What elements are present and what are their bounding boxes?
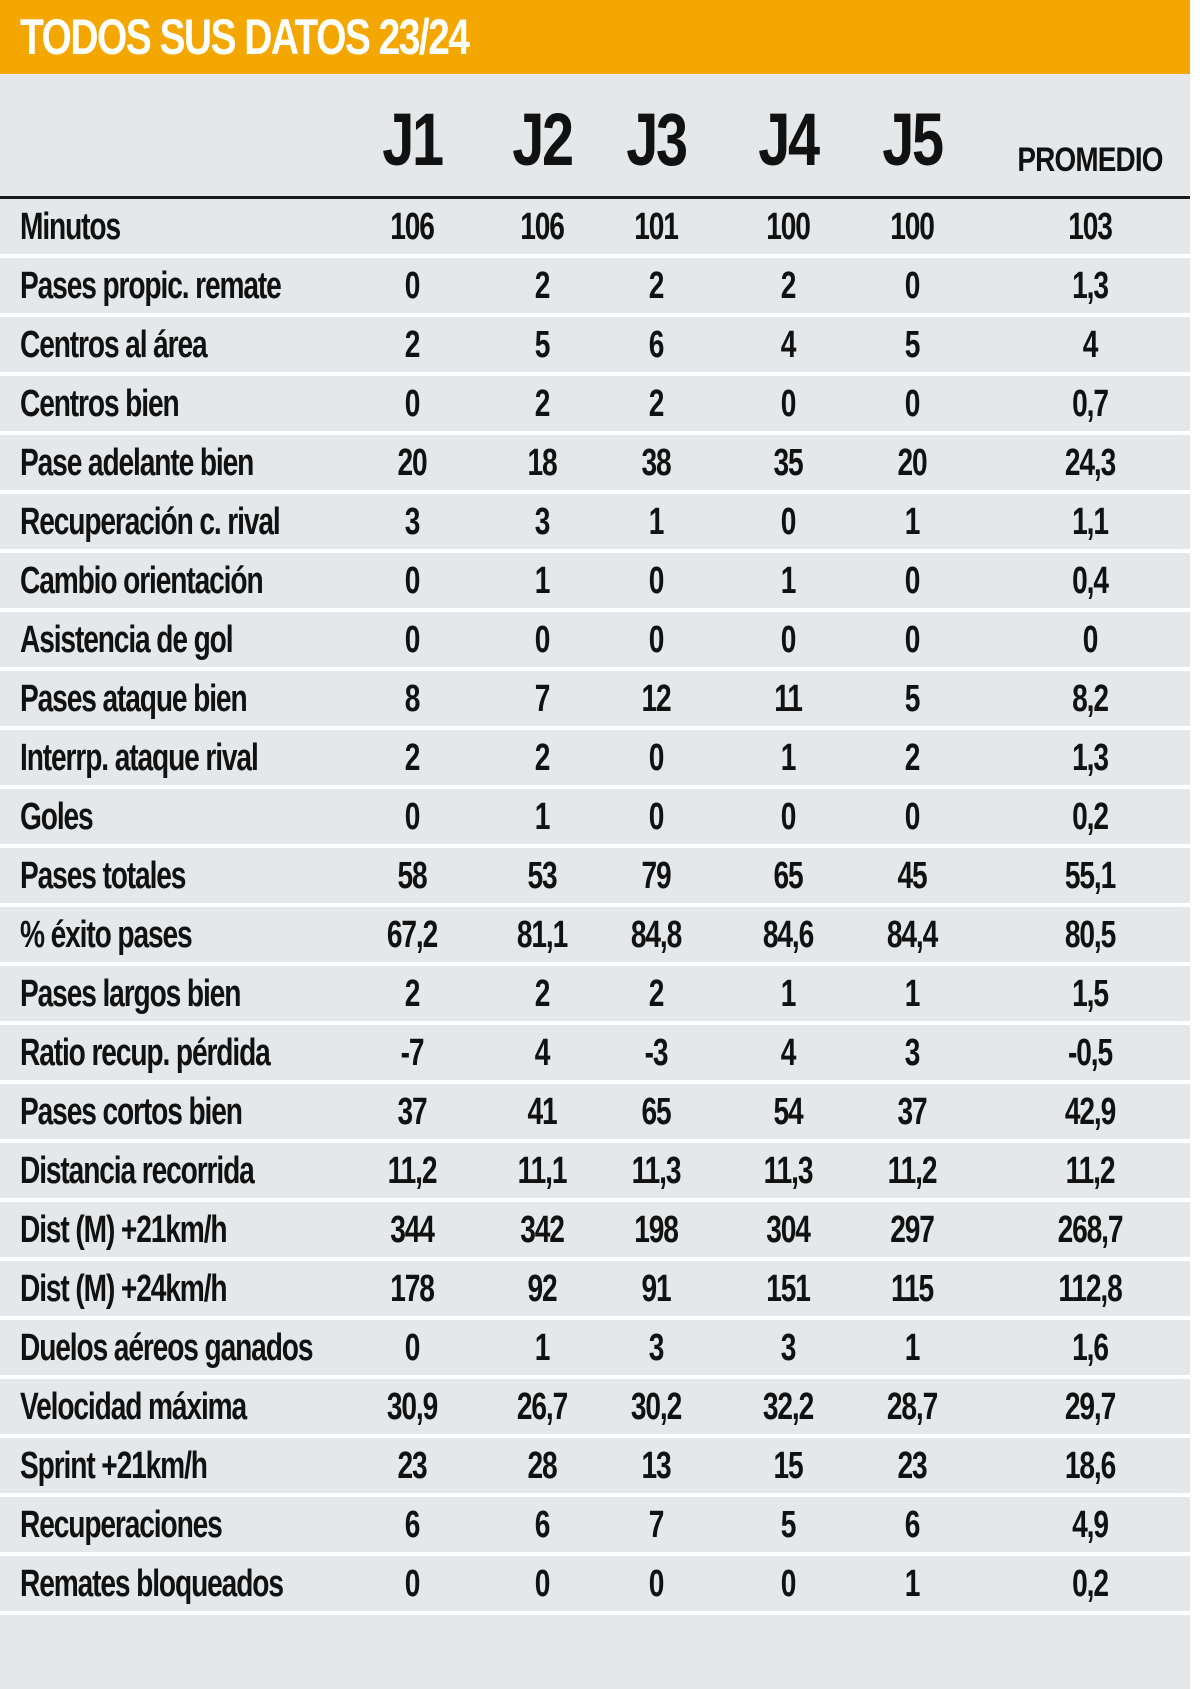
cell-promedio: 24,3 (1064, 442, 1116, 484)
cell-j3: 0 (648, 560, 664, 602)
cell-promedio: 0 (1082, 619, 1098, 661)
cell-j3: 0 (648, 796, 664, 838)
cell-j4: 1 (780, 560, 796, 602)
cell-j5: 297 (890, 1209, 934, 1251)
table-row (0, 612, 1190, 671)
table-row (0, 1202, 1190, 1261)
cell-j2: 18 (527, 442, 557, 484)
cell-j3: 7 (648, 1504, 664, 1546)
row-label: Recuperación c. rival (20, 501, 280, 543)
cell-j5: 5 (904, 678, 920, 720)
cell-promedio: 1,3 (1072, 265, 1108, 307)
stats-table (0, 78, 1190, 1675)
cell-j4: 0 (780, 1563, 796, 1605)
cell-promedio: 112,8 (1058, 1268, 1122, 1310)
cell-j4: 32,2 (762, 1386, 814, 1428)
cell-j5: 0 (904, 619, 920, 661)
cell-j5: 0 (904, 383, 920, 425)
cell-promedio: 0,4 (1072, 560, 1108, 602)
cell-j2: 4 (534, 1032, 550, 1074)
table-row (0, 258, 1190, 317)
table-row (0, 1497, 1190, 1556)
cell-j2: 1 (534, 1327, 550, 1369)
cell-j4: 0 (780, 619, 796, 661)
table-row (0, 730, 1190, 789)
column-header-j1: J1 (382, 98, 442, 181)
cell-j3: 38 (641, 442, 671, 484)
row-label: Remates bloqueados (20, 1563, 283, 1605)
table-row (0, 435, 1190, 494)
cell-j3: 79 (641, 855, 671, 897)
cell-j1: 0 (404, 619, 420, 661)
cell-j1: 30,9 (386, 1386, 438, 1428)
right-margin (1190, 0, 1200, 1689)
cell-j2: 7 (534, 678, 550, 720)
row-label: Pase adelante bien (20, 442, 254, 484)
table-row (0, 494, 1190, 553)
cell-j5: 115 (890, 1268, 934, 1310)
column-header-j3: J3 (626, 98, 686, 181)
cell-j3: 11,3 (631, 1150, 681, 1192)
cell-promedio: 4 (1082, 324, 1098, 366)
cell-j1: 0 (404, 796, 420, 838)
cell-j2: 2 (534, 973, 550, 1015)
column-header-j4: J4 (758, 98, 818, 181)
cell-j2: 2 (534, 265, 550, 307)
cell-j4: 2 (780, 265, 796, 307)
table-row (0, 1084, 1190, 1143)
cell-promedio: 29,7 (1064, 1386, 1116, 1428)
row-label: Ratio recup. pérdida (20, 1032, 270, 1074)
table-row (0, 376, 1190, 435)
cell-j2: 26,7 (516, 1386, 568, 1428)
table-row (0, 789, 1190, 848)
cell-j2: 6 (534, 1504, 550, 1546)
cell-j4: 304 (766, 1209, 810, 1251)
cell-j4: 11 (774, 678, 802, 720)
cell-j2: 2 (534, 737, 550, 779)
cell-promedio: 1,3 (1072, 737, 1108, 779)
row-label: Cambio orientación (20, 560, 263, 602)
title-bar (0, 0, 1190, 74)
row-label: Velocidad máxima (20, 1386, 247, 1428)
cell-j1: 58 (397, 855, 427, 897)
cell-j2: 92 (527, 1268, 557, 1310)
row-label: Pases ataque bien (20, 678, 247, 720)
cell-j5: 84,4 (886, 914, 938, 956)
row-label: Sprint +21km/h (20, 1445, 207, 1487)
cell-promedio: 0,7 (1072, 383, 1108, 425)
cell-j3: 101 (634, 206, 678, 248)
cell-j5: 45 (897, 855, 927, 897)
cell-promedio: 103 (1068, 206, 1112, 248)
cell-j1: 2 (404, 973, 420, 1015)
cell-j4: 1 (780, 973, 796, 1015)
cell-j1: 0 (404, 265, 420, 307)
cell-j3: 2 (648, 383, 664, 425)
row-label: Centros al área (20, 324, 207, 366)
column-header-j2: J2 (512, 98, 572, 181)
cell-j5: 11,2 (887, 1150, 937, 1192)
cell-j4: 4 (780, 324, 796, 366)
cell-j2: 81,1 (516, 914, 568, 956)
cell-j4: 1 (780, 737, 796, 779)
cell-j2: 11,1 (517, 1150, 567, 1192)
cell-j3: 30,2 (630, 1386, 682, 1428)
cell-j4: 65 (773, 855, 803, 897)
cell-j1: 0 (404, 560, 420, 602)
cell-j1: 3 (404, 501, 420, 543)
table-row (0, 553, 1190, 612)
cell-j1: 0 (404, 383, 420, 425)
cell-j4: 11,3 (763, 1150, 813, 1192)
cell-j4: 54 (773, 1091, 803, 1133)
cell-promedio: 0,2 (1072, 1563, 1108, 1605)
cell-j3: 12 (641, 678, 671, 720)
cell-j2: 28 (527, 1445, 557, 1487)
cell-j4: 5 (780, 1504, 796, 1546)
cell-promedio: 1,5 (1072, 973, 1108, 1015)
cell-j1: 67,2 (386, 914, 438, 956)
cell-promedio: 80,5 (1064, 914, 1116, 956)
cell-j1: 37 (397, 1091, 427, 1133)
cell-j3: 91 (641, 1268, 671, 1310)
table-row (0, 317, 1190, 376)
row-label: % éxito pases (20, 914, 192, 956)
cell-j5: 2 (904, 737, 920, 779)
cell-j1: -7 (400, 1032, 424, 1074)
cell-j4: 0 (780, 501, 796, 543)
cell-j5: 37 (897, 1091, 927, 1133)
cell-promedio: 11,2 (1065, 1150, 1115, 1192)
cell-j1: 2 (404, 737, 420, 779)
cell-j1: 6 (404, 1504, 420, 1546)
table-footer (0, 1615, 1190, 1675)
table-row (0, 907, 1190, 966)
cell-j3: 0 (648, 737, 664, 779)
row-label: Pases propic. remate (20, 265, 281, 307)
row-label: Centros bien (20, 383, 179, 425)
cell-j1: 2 (404, 324, 420, 366)
cell-promedio: 268,7 (1057, 1209, 1123, 1251)
cell-j5: 1 (904, 1327, 920, 1369)
cell-j2: 342 (520, 1209, 564, 1251)
page-title: TODOS SUS DATOS 23/24 (20, 9, 469, 65)
cell-j4: 35 (773, 442, 803, 484)
cell-j3: 84,8 (630, 914, 682, 956)
row-label: Recuperaciones (20, 1504, 222, 1546)
cell-j4: 84,6 (762, 914, 814, 956)
cell-j3: 0 (648, 1563, 664, 1605)
cell-promedio: 55,1 (1064, 855, 1116, 897)
row-label: Distancia recorrida (20, 1150, 254, 1192)
cell-j1: 20 (397, 442, 427, 484)
cell-j5: 6 (904, 1504, 920, 1546)
row-label: Duelos aéreos ganados (20, 1327, 313, 1369)
cell-j2: 1 (534, 560, 550, 602)
cell-j2: 41 (527, 1091, 557, 1133)
cell-promedio: 18,6 (1064, 1445, 1116, 1487)
cell-j3: 1 (648, 501, 664, 543)
cell-j5: 100 (890, 206, 934, 248)
row-label: Interrp. ataque rival (20, 737, 258, 779)
row-label: Dist (M) +21km/h (20, 1209, 227, 1251)
cell-j2: 2 (534, 383, 550, 425)
cell-j5: 0 (904, 796, 920, 838)
cell-j5: 1 (904, 1563, 920, 1605)
cell-j5: 0 (904, 265, 920, 307)
cell-j5: 0 (904, 560, 920, 602)
cell-j1: 178 (390, 1268, 434, 1310)
cell-j4: 0 (780, 796, 796, 838)
row-label: Pases largos bien (20, 973, 241, 1015)
table-row (0, 199, 1190, 258)
row-label: Dist (M) +24km/h (20, 1268, 227, 1310)
cell-j1: 0 (404, 1327, 420, 1369)
cell-j1: 8 (404, 678, 420, 720)
cell-j3: 2 (648, 973, 664, 1015)
cell-j2: 3 (534, 501, 550, 543)
cell-j4: 4 (780, 1032, 796, 1074)
row-label: Asistencia de gol (20, 619, 233, 661)
table-row (0, 1379, 1190, 1438)
table-row (0, 671, 1190, 730)
row-label: Minutos (20, 206, 121, 248)
cell-j5: 1 (904, 973, 920, 1015)
column-header-row (0, 78, 1190, 196)
table-row (0, 1320, 1190, 1379)
cell-j2: 106 (520, 206, 564, 248)
cell-j1: 344 (390, 1209, 434, 1251)
cell-j5: 3 (904, 1032, 920, 1074)
cell-j1: 11,2 (387, 1150, 437, 1192)
cell-j1: 23 (397, 1445, 427, 1487)
cell-j4: 3 (780, 1327, 796, 1369)
row-label: Pases cortos bien (20, 1091, 242, 1133)
cell-j3: 13 (641, 1445, 671, 1487)
cell-j5: 20 (897, 442, 927, 484)
cell-j5: 5 (904, 324, 920, 366)
table-row (0, 966, 1190, 1025)
table-row (0, 1556, 1190, 1615)
cell-j4: 0 (780, 383, 796, 425)
cell-j3: 198 (634, 1209, 678, 1251)
cell-j3: 2 (648, 265, 664, 307)
cell-j3: 0 (648, 619, 664, 661)
cell-j3: -3 (644, 1032, 668, 1074)
cell-j3: 65 (641, 1091, 671, 1133)
table-body (0, 199, 1190, 1615)
cell-j4: 15 (773, 1445, 803, 1487)
table-row (0, 1438, 1190, 1497)
cell-j4: 100 (766, 206, 810, 248)
cell-promedio: 1,1 (1072, 501, 1108, 543)
row-label: Goles (20, 796, 93, 838)
table-row (0, 848, 1190, 907)
cell-promedio: 1,6 (1072, 1327, 1108, 1369)
cell-j2: 5 (534, 324, 550, 366)
cell-promedio: 42,9 (1064, 1091, 1116, 1133)
cell-j4: 151 (766, 1268, 810, 1310)
cell-j2: 0 (534, 1563, 550, 1605)
cell-promedio: -0,5 (1067, 1032, 1113, 1074)
cell-j3: 6 (648, 324, 664, 366)
cell-j2: 1 (534, 796, 550, 838)
table-row (0, 1143, 1190, 1202)
cell-j3: 3 (648, 1327, 664, 1369)
cell-promedio: 8,2 (1072, 678, 1108, 720)
cell-promedio: 4,9 (1072, 1504, 1108, 1546)
column-header-j5: J5 (882, 98, 942, 181)
cell-j2: 0 (534, 619, 550, 661)
cell-promedio: 0,2 (1072, 796, 1108, 838)
cell-j5: 23 (897, 1445, 927, 1487)
cell-j1: 106 (390, 206, 434, 248)
table-row (0, 1025, 1190, 1084)
cell-j5: 28,7 (886, 1386, 938, 1428)
column-header-promedio: PROMEDIO (1017, 141, 1163, 179)
cell-j5: 1 (904, 501, 920, 543)
cell-j1: 0 (404, 1563, 420, 1605)
cell-j2: 53 (527, 855, 557, 897)
row-label: Pases totales (20, 855, 186, 897)
table-row (0, 1261, 1190, 1320)
